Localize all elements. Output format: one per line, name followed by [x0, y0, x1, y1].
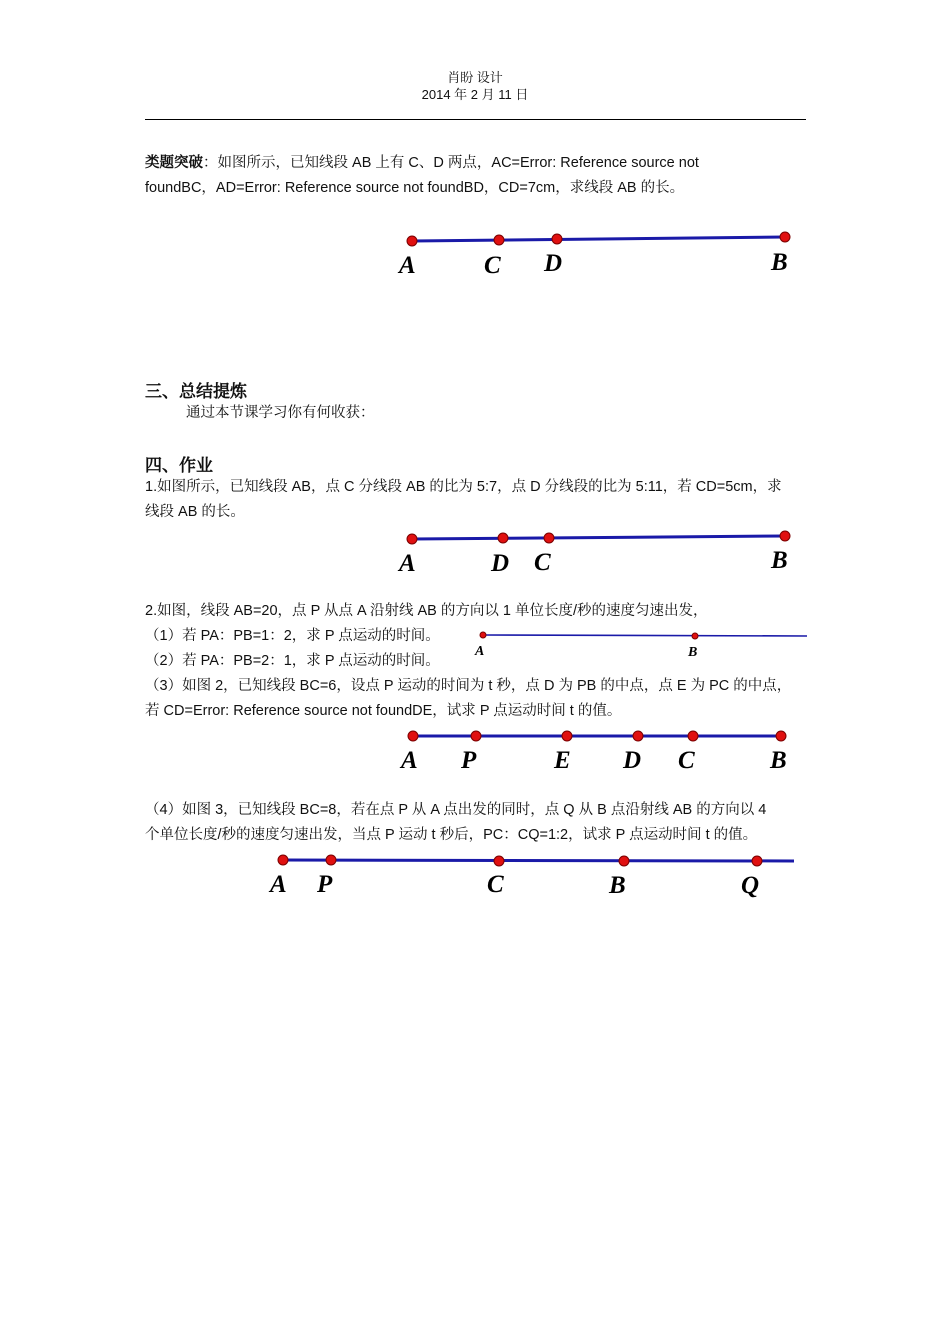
label-e: E: [554, 747, 571, 774]
point-a: [480, 632, 486, 638]
q2-sub-4-line-2: 个单位长度/秒的速度匀速出发，当点 P 运动 t 秒后，PC：CQ=1:2，试求 P 点运动时间 t 的值。: [145, 827, 758, 843]
label-d: D: [623, 747, 642, 774]
label-c: C: [484, 252, 501, 279]
q2-line-1: 2.如图，线段 AB=20，点 P 从点 A 沿射线 AB 的方向以 1 单位长度/秒的速度匀速出发，: [145, 603, 708, 619]
breakthrough-line-2: foundBC，AD=Error: Reference source not foundBD，CD=7cm，求线段 AB 的长。: [145, 180, 685, 196]
point-b: [692, 633, 698, 639]
breakthrough-text: ：如图所示，已知线段 AB 上有 C、D 两点，AC=Error: Reference source not: [203, 155, 699, 171]
figure-q1: [397, 531, 790, 577]
point-d: [633, 731, 643, 741]
label-p: P: [317, 871, 333, 898]
point-q: [752, 856, 762, 866]
point-p: [326, 855, 336, 865]
point-p: [471, 731, 481, 741]
header-date: 2014 年 2 月 11 日: [421, 87, 529, 102]
label-c: C: [534, 549, 551, 576]
ray-ab: [483, 635, 807, 636]
figure-q2-2: [399, 731, 787, 774]
point-c: [494, 856, 504, 866]
point-d: [552, 234, 562, 244]
q2-sub-3-line-1: （3）如图 2，已知线段 BC=6，设点 P 运动的时间为 t 秒，点 D 为 PB 的中点，点 E 为 PC 的中点，: [145, 678, 792, 694]
q2-sub-1: （1）若 PA：PB=1：2，求 P 点运动的时间。: [145, 628, 440, 644]
label-a: A: [399, 550, 416, 577]
point-b: [780, 232, 790, 242]
header-author: 肖盼 设计: [447, 70, 503, 85]
point-a: [278, 855, 288, 865]
segment-ab: [412, 237, 785, 241]
figure-q2-3: [268, 855, 794, 899]
label-b: B: [771, 547, 788, 574]
breakthrough-label: 类题突破: [145, 155, 203, 171]
point-c: [688, 731, 698, 741]
point-b: [780, 531, 790, 541]
point-d: [498, 533, 508, 543]
figure-q2-ray: [474, 632, 807, 660]
summary-text: 通过本节课学习你有何收获：: [186, 405, 375, 421]
label-b: B: [771, 249, 788, 276]
segment-ab: [412, 536, 785, 539]
label-a: A: [399, 252, 416, 279]
label-q: Q: [741, 872, 760, 899]
label-a: A: [270, 871, 287, 898]
label-c: C: [678, 747, 695, 774]
point-b: [776, 731, 786, 741]
ray-ab: [283, 860, 794, 861]
label-a: A: [401, 747, 418, 774]
label-d: D: [491, 550, 510, 577]
q1-line-2: 线段 AB 的长。: [145, 504, 245, 520]
label-p: P: [461, 747, 477, 774]
point-a: [407, 236, 417, 246]
figure-breakthrough: [397, 232, 790, 279]
point-a: [407, 534, 417, 544]
label-d: D: [544, 250, 563, 277]
label-b: B: [609, 872, 626, 899]
label-b: B: [770, 747, 787, 774]
homework-heading: 四、作业: [145, 456, 213, 475]
summary-heading: 三、总结提炼: [145, 382, 247, 401]
label-b: B: [688, 645, 698, 660]
q2-sub-4-line-1: （4）如图 3，已知线段 BC=8，若在点 P 从 A 点出发的同时，点 Q 从 B 点沿射线 AB 的方向以 4: [145, 802, 767, 818]
point-a: [408, 731, 418, 741]
q1-line-1: 1.如图所示，已知线段 AB，点 C 分线段 AB 的比为 5:7，点 D 分线段的比为 5:11，若 CD=5cm，求: [145, 479, 782, 495]
label-c: C: [487, 871, 504, 898]
q2-sub-3-line-2: 若 CD=Error: Reference source not foundDE，试求 P 点运动时间 t 的值。: [145, 703, 622, 719]
q2-sub-2: （2）若 PA：PB=2：1，求 P 点运动的时间。: [145, 653, 440, 669]
point-e: [562, 731, 572, 741]
label-a: A: [475, 644, 485, 659]
point-c: [494, 235, 504, 245]
point-b: [619, 856, 629, 866]
point-c: [544, 533, 554, 543]
